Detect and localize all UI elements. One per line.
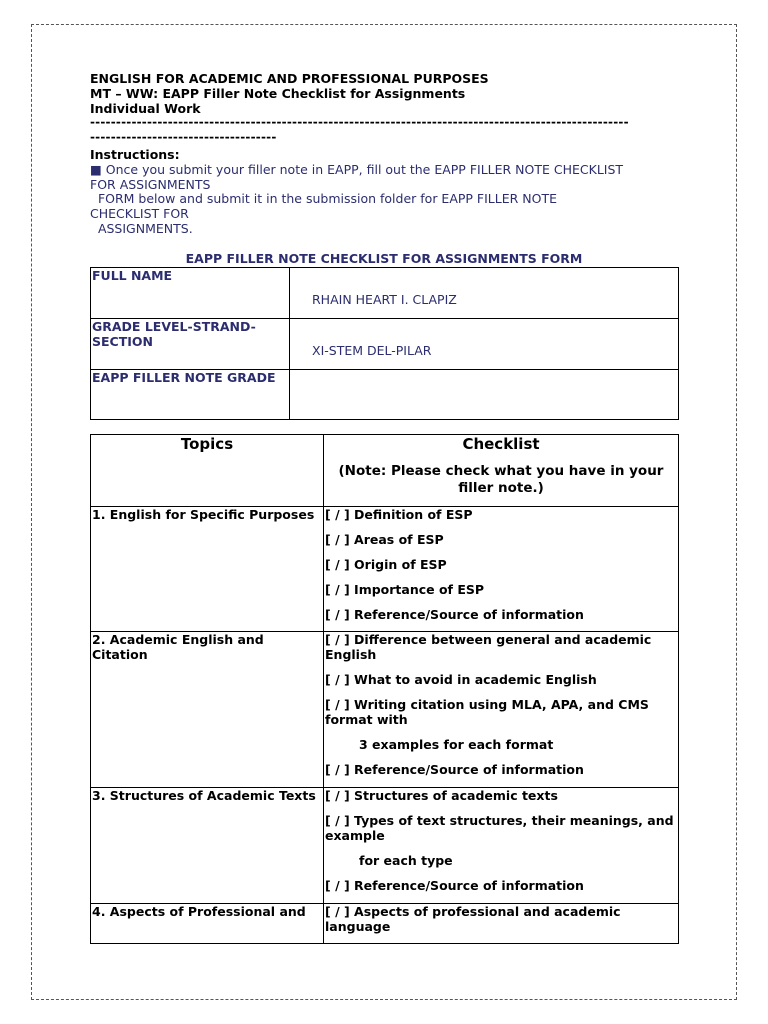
checklist-header: Checklist (Note: Please check what you have in your filler note.) xyxy=(324,435,679,507)
instructions-title: Instructions: xyxy=(90,147,180,162)
topic-structures: 3. Structures of Academic Texts xyxy=(91,788,324,904)
checklist-items-professional xyxy=(324,904,679,944)
checklist-item: [ / ] Definition of ESP xyxy=(325,507,473,522)
checklist-table xyxy=(90,434,679,944)
separator-line-2: ------------------------------------ xyxy=(90,130,277,144)
topic-esp: 1. English for Specific Purposes xyxy=(91,507,324,632)
checklist-item: [ / ] Aspects of professional and academic language xyxy=(325,904,621,934)
grade-section-value: XI-STEM DEL-PILAR xyxy=(290,319,679,370)
checklist-item: [ / ] Reference/Source of information xyxy=(325,878,584,893)
checklist-item: [ / ] Reference/Source of information xyxy=(325,762,584,777)
bullet-icon: ■ xyxy=(90,162,102,177)
separator-line: -------------------------------------------------------------------------------------------------------- xyxy=(90,115,629,129)
checklist-items-structures xyxy=(324,788,679,904)
student-info-table xyxy=(90,267,679,420)
instructions-line: FORM below and submit it in the submission folder for EAPP FILLER NOTE xyxy=(90,191,558,206)
full-name-value: RHAIN HEART I. CLAPIZ xyxy=(290,268,679,319)
checklist-item: [ / ] Origin of ESP xyxy=(325,557,447,572)
topic-professional: 4. Aspects of Professional and xyxy=(91,904,324,944)
filler-note-grade-value xyxy=(290,370,679,420)
checklist-item: [ / ] Types of text structures, their meanings, and example xyxy=(325,813,674,843)
work-type: Individual Work xyxy=(90,101,201,116)
checklist-items-esp xyxy=(324,507,679,632)
course-title: ENGLISH FOR ACADEMIC AND PROFESSIONAL PURPOSES xyxy=(90,71,489,86)
checklist-items-academic-english xyxy=(324,632,679,788)
filler-note-grade-label: EAPP FILLER NOTE GRADE xyxy=(91,370,290,420)
full-name-label: FULL NAME xyxy=(91,268,290,319)
instructions-line: CHECKLIST FOR xyxy=(90,206,189,221)
checklist-item: 3 examples for each format xyxy=(359,737,554,752)
form-title: EAPP FILLER NOTE CHECKLIST FOR ASSIGNMENTS FORM xyxy=(185,251,583,266)
topics-header: Topics xyxy=(91,435,324,507)
checklist-item: [ / ] Areas of ESP xyxy=(325,532,444,547)
checklist-note: (Note: Please check what you have in your filler note.) xyxy=(338,463,664,496)
instructions-line: ASSIGNMENTS. xyxy=(90,221,193,236)
instructions-line: FOR ASSIGNMENTS xyxy=(90,177,211,192)
checklist-item: for each type xyxy=(359,853,453,868)
checklist-item: [ / ] What to avoid in academic English xyxy=(325,672,597,687)
topic-academic-english: 2. Academic English and Citation xyxy=(91,632,324,788)
checklist-item: [ / ] Structures of academic texts xyxy=(325,788,558,803)
grade-section-label: GRADE LEVEL-STRAND-SECTION xyxy=(91,319,290,370)
checklist-item: [ / ] Difference between general and academic English xyxy=(325,632,652,662)
checklist-item: [ / ] Reference/Source of information xyxy=(325,607,584,622)
instructions-line: ■ Once you submit your filler note in EAPP, fill out the EAPP FILLER NOTE CHECKLIST xyxy=(90,162,624,177)
checklist-item: [ / ] Importance of ESP xyxy=(325,582,485,597)
assignment-title: MT – WW: EAPP Filler Note Checklist for Assignments xyxy=(90,86,466,101)
checklist-item: [ / ] Writing citation using MLA, APA, and CMS format with xyxy=(325,697,649,727)
